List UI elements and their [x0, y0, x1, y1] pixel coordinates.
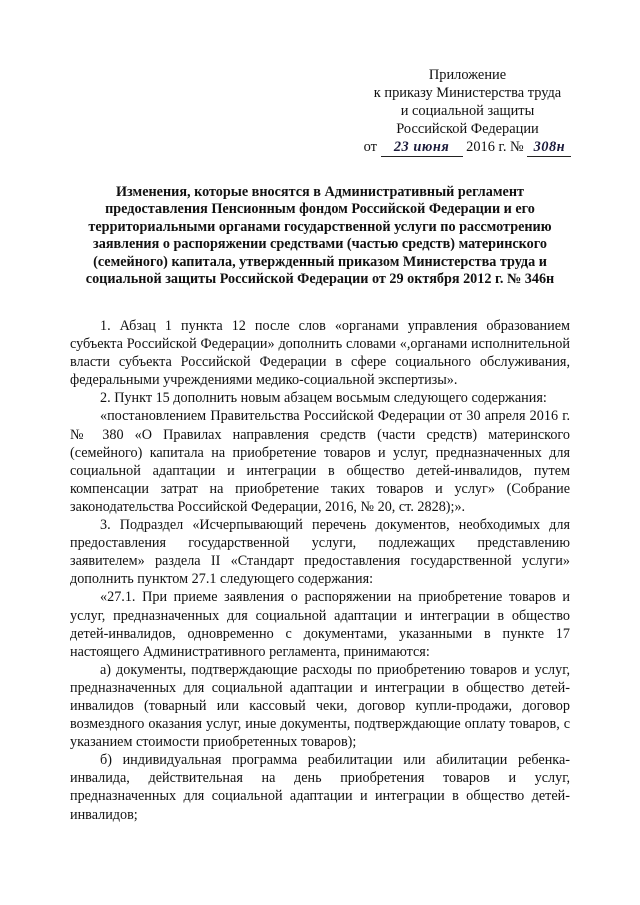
title-line: территориальными органами государственной услуги по рассмотрению	[88, 218, 552, 235]
paragraph-6: а) документы, подтверждающие расходы по приобретению товаров и услуг, предназначенных для социальной адаптации и интеграции в общество детей-инвалидов (товарный или кассовый чеки, договор купли-продажи, договор возмездного оказания услуг, иные документы, подтверждающие оплату товаров, с указанием стоимости приобретенных товаров);	[70, 661, 570, 751]
paragraph-4: 3. Подраздел «Исчерпывающий перечень документов, необходимых для предоставления государственной услуги, подлежащих представлению заявителем» раздела II «Стандарт предоставления государственной услуги» дополнить пунктом 27.1 следующего содержания:	[70, 517, 570, 588]
appendix-order-line: к приказу Министерства труда	[373, 85, 562, 101]
date-day-month-handwritten: 23 июня	[393, 139, 450, 155]
title-line: социальной защиты Российской Федерации от 29 октября 2012 г. № 346н	[85, 271, 555, 288]
paragraph-1: 1. Абзац 1 пункта 12 после слов «органами управления образованием субъекта Российской Федерации» дополнить словами «,органами исполнительной власти субъекта Российской Федерации в сфере социального обслуживания, федеральными учреждениями медико-социальной экспертизы».	[70, 318, 570, 389]
paragraph-3: «постановлением Правительства Российской Федерации от 30 апреля 2016 г. № 380 «О Правилах направления средств (части средств) материнского (семейного) капитала на приобретение товаров и услуг, предназначенных для социальной адаптации и интеграции в общество детей-инвалидов, путем компенсации затрат на приобретение таких товаров и услуг» (Собрание законодательства Российской Федерации, 2016, № 20, ст. 2828);».	[70, 408, 570, 515]
appendix-header	[360, 66, 575, 157]
document-title	[72, 184, 568, 288]
paragraph-7: б) индивидуальная программа реабилитации или абилитации ребенка-инвалида, действительная на день приобретения товаров и услуг, предназначенных для социальной адаптации и интеграции в общество детей-инвалидов;	[70, 752, 570, 823]
appendix-label: Приложение	[428, 67, 507, 83]
appendix-country-line: Российской Федерации	[396, 121, 539, 137]
title-line: заявления о распоряжении средствами (частью средств) материнского	[93, 236, 547, 253]
date-year: 2016 г. №	[466, 139, 524, 155]
appendix-ministry-line: и социальной защиты	[400, 103, 535, 119]
paragraph-5: «27.1. При приеме заявления о распоряжении на приобретение товаров и услуг, предназначенных для социальной адаптации и интеграции в общество детей-инвалидов, одновременно с документами, указанными в пункте 17 настоящего Административного регламента, принимаются:	[70, 589, 570, 660]
order-number-field	[527, 138, 571, 157]
date-day-month-field	[381, 138, 463, 157]
title-line: предоставления Пенсионным фондом Российской Федерации и его	[105, 201, 535, 218]
document-body	[70, 317, 570, 824]
date-prefix: от	[363, 139, 377, 155]
paragraph-2: 2. Пункт 15 дополнить новым абзацем восьмым следующего содержания:	[100, 390, 547, 407]
order-number-handwritten: 308н	[533, 139, 566, 155]
title-line: Изменения, которые вносятся в Административный регламент	[116, 184, 524, 200]
title-line: (семейного) капитала, утвержденный приказом Министерства труда и	[93, 253, 547, 270]
appendix-date-line	[360, 138, 575, 157]
